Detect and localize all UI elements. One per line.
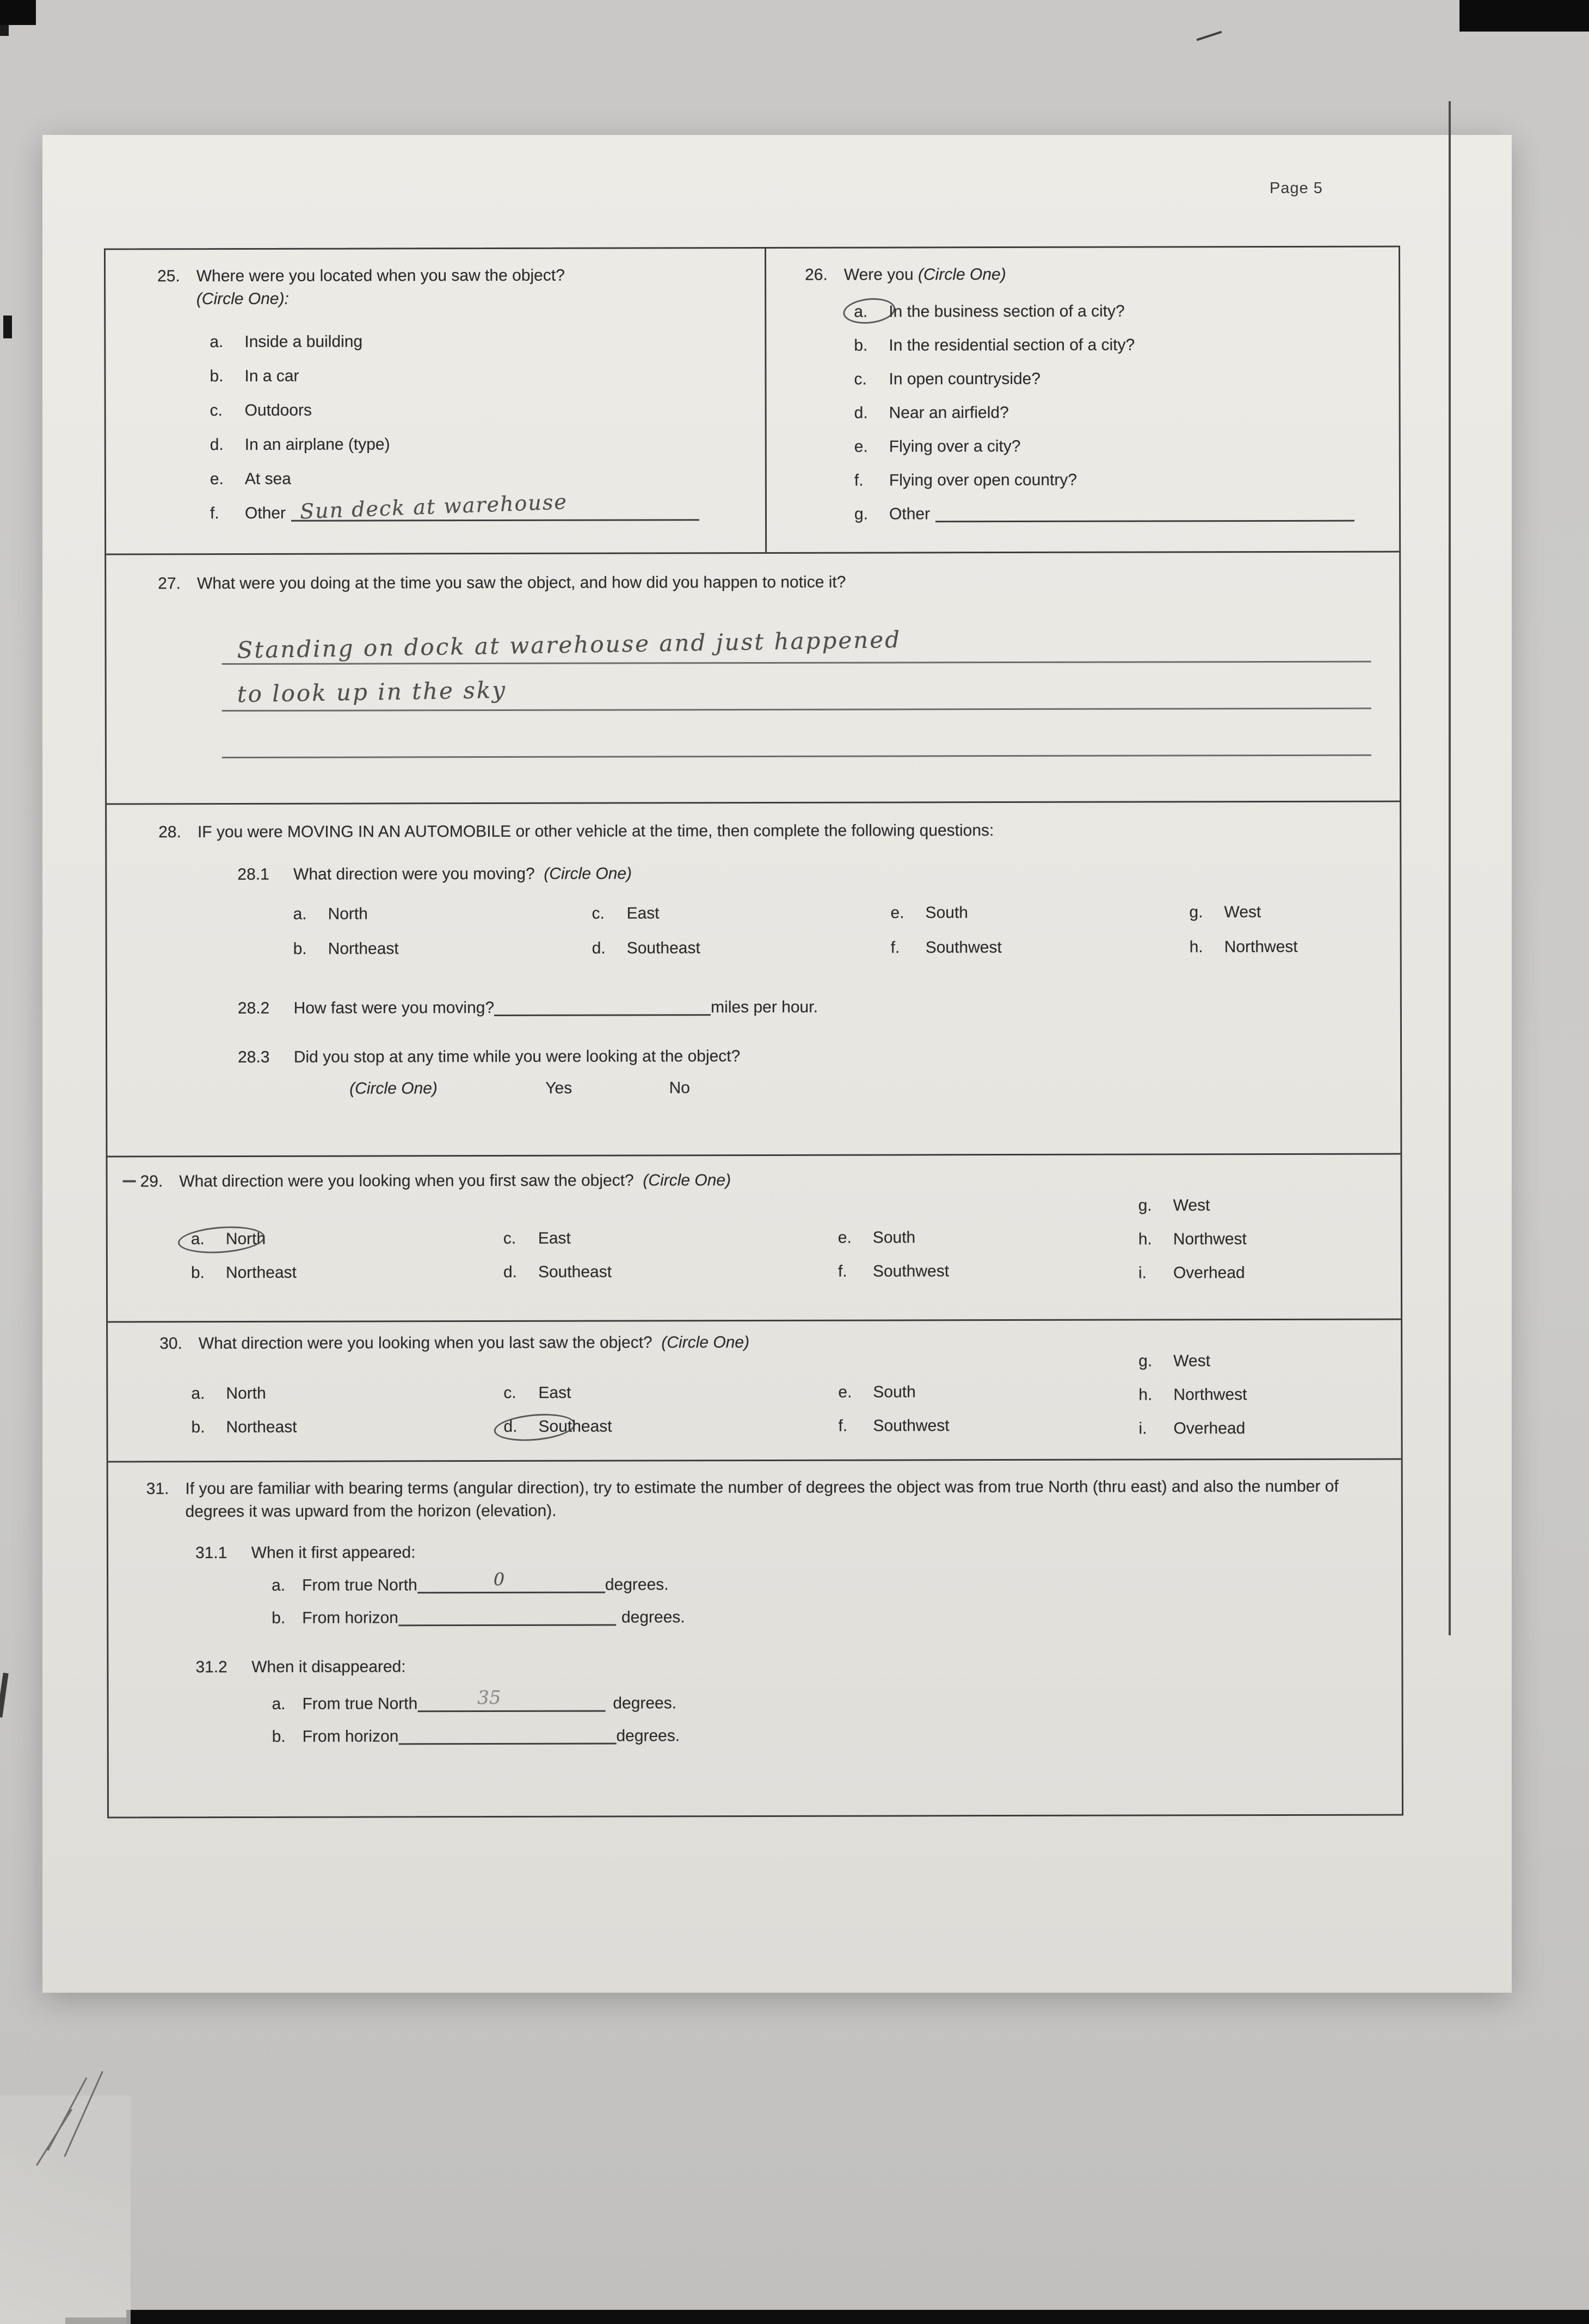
q27-title: What were you doing at the time you saw the object, and how did you happen to notice it?: [196, 573, 846, 593]
section-q28: [107, 801, 1400, 1156]
q31-1b-suffix: degrees.: [621, 1608, 685, 1627]
q28-title: IF you were MOVING IN AN AUTOMOBILE or other vehicle at the time, then complete the following questions:: [197, 821, 994, 842]
q30-option-f-letter: f.: [838, 1417, 848, 1435]
question-26: [805, 263, 1388, 531]
q25-option-d-label: In an airplane (type): [244, 435, 390, 454]
q28-1-option-f-letter: f.: [890, 938, 900, 957]
scan-artifact-left-edge-2: [0, 1673, 9, 1718]
q26-option-f-label: Flying over open country?: [889, 471, 1077, 490]
q31-2-number: 31.2: [195, 1658, 227, 1677]
q31-2-title: When it disappeared:: [251, 1658, 406, 1676]
q28-1-row: [237, 861, 1400, 886]
q26-option-d-letter: d.: [854, 404, 868, 422]
q31-1-title: When it first appeared:: [251, 1543, 416, 1562]
scan-artifact-left-edge: [3, 316, 12, 338]
q29-option-g-letter: g.: [1138, 1196, 1152, 1215]
q30-option-i-label: Overhead: [1173, 1419, 1246, 1438]
q25-option-a-label: Inside a building: [244, 332, 363, 351]
q28-3-yes-no-row: [349, 1076, 1400, 1101]
scan-artifact-top-left: [0, 0, 36, 25]
q29-option-e-label: South: [872, 1228, 916, 1247]
q30-option-b-letter: b.: [191, 1418, 205, 1437]
q30-option-a-letter: a.: [191, 1384, 205, 1403]
q29-option-e-letter: e.: [837, 1228, 852, 1247]
q31-2-row: [195, 1654, 1401, 1679]
q29-option-d-label: Southeast: [538, 1263, 612, 1281]
q27-handwriting-line-1: Standing on dock at warehouse and just happened: [237, 626, 902, 664]
q31-2a-row: [272, 1687, 1402, 1716]
q30-option-d-label: Southeast: [538, 1417, 612, 1436]
q30-option-h-letter: h.: [1138, 1386, 1153, 1404]
page-number: Page 5: [1270, 180, 1323, 197]
q26-option-d-label: Near an airfield?: [889, 404, 1009, 422]
stray-pen-mark: [123, 1180, 136, 1182]
q28-2-number: 28.2: [237, 999, 270, 1017]
q30-option-c-label: East: [538, 1383, 571, 1402]
q30-circle-note: (Circle One): [661, 1333, 750, 1352]
q28-1-circle-note: (Circle One): [544, 864, 632, 883]
q31-1b-row: [272, 1605, 1401, 1630]
q25-option-c-label: Outdoors: [244, 401, 312, 419]
q26-option-b-label: In the residential section of a city?: [889, 336, 1135, 355]
q30-col-1: [191, 1377, 297, 1444]
q25-option-d-letter: d.: [210, 436, 224, 454]
q28-1-option-d-label: Southeast: [626, 939, 700, 957]
q26-option-d: [854, 395, 1388, 430]
pen-mark-top: [1197, 31, 1222, 41]
q31-title: If you are familiar with bearing terms (angular direction), try to estimate the number of degrees the object was from true North (thru east) and also the number of degrees it was upward from the horizon (elevation).: [185, 1477, 1339, 1521]
scan-artifact-bottom-strip: [126, 2310, 1589, 2324]
q30-col-3: [838, 1375, 949, 1443]
q28-2-speed-blank: [494, 999, 711, 1016]
q26-option-e-label: Flying over a city?: [889, 437, 1021, 456]
q29-option-f-letter: f.: [837, 1262, 847, 1281]
q30-option-e-letter: e.: [838, 1383, 852, 1401]
q25-title: Where were you located when you saw the object?: [196, 266, 565, 286]
q28-1-option-g-label: West: [1224, 903, 1261, 922]
section-q29: [107, 1153, 1401, 1321]
q28-3-number: 28.3: [238, 1048, 270, 1066]
q28-1-option-a-letter: a.: [293, 905, 307, 923]
q28-2-prefix: How fast were you moving?: [293, 998, 495, 1017]
q26-option-g-letter: g.: [854, 505, 869, 523]
q28-1-option-h-letter: h.: [1189, 938, 1203, 956]
q28-1-option-g-letter: g.: [1189, 903, 1203, 922]
q31-1b-blank: [398, 1610, 616, 1627]
q25-option-c-letter: c.: [210, 401, 223, 420]
q30-option-f-label: Southwest: [873, 1417, 950, 1435]
q29-col-4: [1138, 1189, 1247, 1290]
q31-2b-letter: b.: [272, 1727, 286, 1746]
q25-other-handwriting: Sun deck at warehouse: [299, 490, 568, 524]
q28-1-number: 28.1: [237, 865, 269, 883]
q26-option-a-letter: a.: [854, 302, 868, 321]
q28-1-option-b-label: Northeast: [328, 940, 399, 958]
section-q27: [106, 551, 1400, 803]
q26-option-a: [854, 294, 1387, 329]
q29-col-1: [191, 1222, 297, 1290]
q29-circle-note: (Circle One): [643, 1171, 731, 1190]
q25-option-c: [210, 392, 746, 428]
q31-1a-prefix: From true North: [302, 1576, 417, 1594]
question-25: [157, 264, 746, 530]
q31-1b-prefix: From horizon: [302, 1609, 399, 1627]
q31-1-row: [195, 1540, 1401, 1565]
q29-option-d-letter: d.: [503, 1263, 517, 1281]
q31-2b-prefix: From horizon: [302, 1727, 399, 1746]
q25-option-d: [210, 427, 746, 462]
section-q31: [108, 1458, 1402, 1817]
q28-3-circle-note: (Circle One): [349, 1079, 438, 1098]
q26-option-f-letter: f.: [854, 471, 864, 490]
paper-sheet: [42, 135, 1512, 1993]
q31-2a-letter: a.: [272, 1695, 286, 1713]
q25-option-b-letter: b.: [210, 367, 224, 386]
q29-col-3: [838, 1221, 949, 1288]
q26-option-b-letter: b.: [854, 336, 868, 355]
q27-ruled-line-2: [222, 663, 1371, 712]
q30-option-b-label: Northeast: [226, 1418, 297, 1437]
q28-1-col-3: [890, 895, 1189, 965]
q29-option-h-letter: h.: [1138, 1230, 1152, 1248]
q25-number: 25.: [157, 267, 180, 286]
q30-option-g-letter: g.: [1138, 1352, 1153, 1370]
q30-col-2: [503, 1376, 612, 1444]
q30-option-g-label: West: [1173, 1352, 1211, 1370]
q26-option-g-label: Other: [889, 505, 931, 523]
q30-option-a-label: North: [226, 1384, 266, 1403]
q27-ruled-line-3: [222, 709, 1371, 758]
q26-option-c-label: In open countryside?: [889, 369, 1041, 388]
q28-1-option-b-letter: b.: [293, 940, 307, 958]
q29-number: 29.: [140, 1172, 163, 1191]
q25-option-b-label: In a car: [244, 367, 299, 385]
q29-option-a-label: North: [225, 1229, 266, 1248]
q28-1-option-d-letter: d.: [592, 939, 606, 957]
q28-number: 28.: [158, 823, 181, 842]
q28-1-option-h-label: Northwest: [1224, 937, 1298, 956]
q25-option-e-label: At sea: [244, 469, 291, 488]
form-border-box: [104, 246, 1403, 1819]
q28-1-options: [293, 895, 1400, 967]
q29-title: What direction were you looking when you first saw the object?: [179, 1171, 634, 1191]
q28-1-col-1: [293, 897, 592, 967]
q28-3-yes-label: Yes: [545, 1079, 572, 1097]
q25-other-answer-blank: [291, 490, 699, 524]
q26-title-block: [844, 263, 1006, 287]
q31-2b-row: [272, 1723, 1402, 1748]
q29-option-f-label: Southwest: [872, 1262, 950, 1281]
q29-option-c-letter: c.: [503, 1229, 516, 1247]
q26-option-b: [854, 328, 1387, 363]
scan-artifact-top-right: [1459, 0, 1589, 32]
q31-2b-suffix: degrees.: [616, 1727, 680, 1745]
q31-1a-handwriting: 0: [493, 1569, 505, 1590]
q26-number: 26.: [805, 265, 828, 284]
q25-title-block: [196, 264, 565, 311]
column-divider-line: [765, 249, 767, 552]
q26-option-e: [854, 429, 1388, 464]
q29-option-b-letter: b.: [190, 1264, 205, 1282]
q30-option-e-label: South: [873, 1383, 916, 1401]
q25-option-f: [210, 490, 746, 530]
scan-artifact-top-left-2: [0, 25, 9, 36]
q29-col-2: [503, 1222, 612, 1289]
q27-number: 27.: [158, 574, 181, 593]
q28-3-title: Did you stop at any time while you were looking at the object?: [293, 1047, 741, 1066]
q29-option-h-label: Northwest: [1173, 1230, 1247, 1248]
q26-option-a-label: In the business section of a city?: [889, 302, 1125, 321]
q31-1a-letter: a.: [272, 1576, 286, 1594]
q31-1a-suffix: degrees.: [605, 1575, 669, 1594]
q26-option-g: [854, 497, 1388, 531]
q31-1a-row: [272, 1569, 1401, 1597]
q30-number: 30.: [159, 1334, 182, 1353]
q30-option-i-letter: i.: [1138, 1419, 1147, 1438]
q28-1-col-4: [1189, 895, 1297, 965]
q31-2a-suffix: degrees.: [613, 1694, 677, 1713]
q26-option-c-letter: c.: [854, 370, 867, 388]
q28-1-option-e-letter: e.: [890, 904, 904, 922]
scan-artifact-right-edge-line: [1449, 101, 1451, 1635]
q25-option-f-letter: f.: [210, 504, 219, 523]
q31-1-number: 31.1: [195, 1544, 227, 1562]
q28-3-row: [238, 1044, 1400, 1069]
q31-2b-blank: [398, 1728, 616, 1745]
q30-title: What direction were you looking when you last saw the object?: [198, 1333, 652, 1353]
q30-option-d-letter: d.: [503, 1417, 518, 1436]
scan-artifact-bottom-left-light: [0, 2096, 131, 2324]
q31-1b-letter: b.: [272, 1609, 286, 1627]
q27-answer-lines: [221, 616, 1371, 758]
q28-3-no-label: No: [669, 1079, 690, 1097]
q25-option-f-label: Other: [244, 504, 286, 522]
q29-option-i-label: Overhead: [1173, 1264, 1245, 1282]
q25-option-a: [210, 324, 745, 359]
q31-2a-handwriting: 35: [477, 1687, 501, 1709]
q25-option-a-letter: a.: [210, 333, 224, 351]
q31-1a-blank: [417, 1569, 605, 1594]
q29-option-i-letter: i.: [1138, 1264, 1147, 1282]
q28-1-option-f-label: Southwest: [925, 938, 1002, 957]
q29-option-g-label: West: [1173, 1196, 1210, 1215]
q28-1-option-e-label: South: [925, 904, 968, 922]
section-q25-q26: [106, 248, 1399, 554]
q30-col-4: [1138, 1344, 1247, 1445]
q29-option-c-label: East: [538, 1229, 571, 1247]
q25-options: [210, 324, 746, 530]
q28-1-option-c-letter: c.: [592, 904, 605, 923]
q26-other-answer-blank: [935, 505, 1354, 523]
section-q30: [108, 1319, 1401, 1461]
q28-2-suffix: miles per hour.: [711, 998, 818, 1017]
q27-handwriting-line-2: to look up in the sky: [237, 676, 507, 708]
q26-option-c: [854, 362, 1387, 397]
q28-1-title: What direction were you moving?: [293, 864, 535, 883]
q31-number: 31.: [146, 1480, 169, 1498]
q25-circle-note: (Circle One):: [196, 289, 289, 308]
q26-options: [854, 294, 1388, 531]
q31-2a-blank: [417, 1687, 605, 1713]
q29-option-a-letter: a.: [190, 1230, 205, 1248]
q26-circle-note: (Circle One): [917, 265, 1006, 284]
q29-option-b-label: Northeast: [225, 1263, 297, 1282]
q31-2a-prefix: From true North: [302, 1695, 418, 1713]
q25-option-e-letter: e.: [210, 470, 224, 489]
q26-option-e-letter: e.: [854, 437, 868, 456]
q30-option-c-letter: c.: [503, 1383, 516, 1402]
q27-ruled-line-1: [221, 616, 1371, 665]
q28-1-col-2: [592, 895, 890, 966]
q30-option-h-label: Northwest: [1173, 1386, 1247, 1404]
q26-option-f: [854, 463, 1388, 498]
q26-title: Were you: [843, 265, 914, 284]
q28-2-row: [238, 995, 1400, 1020]
q25-option-b: [210, 358, 745, 393]
q28-1-option-c-label: East: [626, 904, 660, 923]
q28-1-option-a-label: North: [328, 905, 368, 923]
